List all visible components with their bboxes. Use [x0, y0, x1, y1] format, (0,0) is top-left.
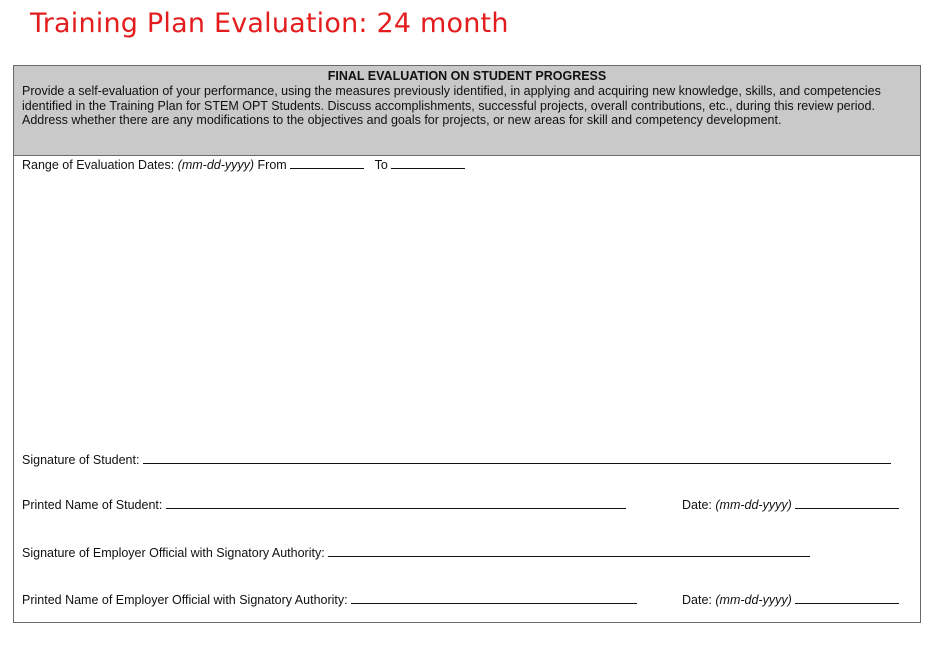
student-date-format: (mm-dd-yyyy): [715, 498, 792, 512]
employer-signature-row: [22, 546, 810, 560]
range-date-format: (mm-dd-yyyy): [177, 158, 255, 172]
from-label: From: [257, 158, 287, 172]
student-date-label: Date:: [682, 498, 712, 512]
student-date-field[interactable]: [795, 498, 899, 509]
employer-date-row: [682, 593, 899, 607]
slide-title: Training Plan Evaluation: 24 month: [30, 8, 509, 39]
student-name-label: Printed Name of Student:: [22, 498, 163, 512]
employer-signature-field[interactable]: [328, 546, 810, 557]
from-date-field[interactable]: [290, 158, 364, 169]
to-label: To: [374, 158, 388, 172]
student-date-row: [682, 498, 899, 512]
evaluation-form: [13, 65, 921, 623]
form-instructions: Provide a self-evaluation of your performance, using the measures previously identified, in applying and acquiring new knowledge, skills, and competencies identified in the Training Plan for STEM OPT Students. Discuss accomplishments, successful projects, overall contributions, etc., during this review period. Address whether there are any modifications to the objectives and goals for projects, or new areas for skill and competency development.: [22, 84, 881, 127]
employer-name-row: [22, 593, 637, 607]
employer-date-field[interactable]: [795, 593, 899, 604]
form-header-title: FINAL EVALUATION ON STUDENT PROGRESS: [327, 69, 607, 83]
student-signature-label: Signature of Student:: [22, 453, 140, 467]
student-signature-row: [22, 453, 891, 467]
employer-name-field[interactable]: [351, 593, 637, 604]
employer-date-label: Date:: [682, 593, 712, 607]
student-name-row: [22, 498, 626, 512]
employer-signature-label: Signature of Employer Official with Signatory Authority:: [22, 546, 325, 560]
student-signature-field[interactable]: [143, 453, 891, 464]
form-header: [14, 66, 920, 156]
student-name-field[interactable]: [166, 498, 626, 509]
range-label: Range of Evaluation Dates:: [22, 158, 175, 172]
to-date-field[interactable]: [391, 158, 465, 169]
employer-name-label: Printed Name of Employer Official with Signatory Authority:: [22, 593, 348, 607]
employer-date-format: (mm-dd-yyyy): [715, 593, 792, 607]
evaluation-date-range: [22, 158, 465, 172]
